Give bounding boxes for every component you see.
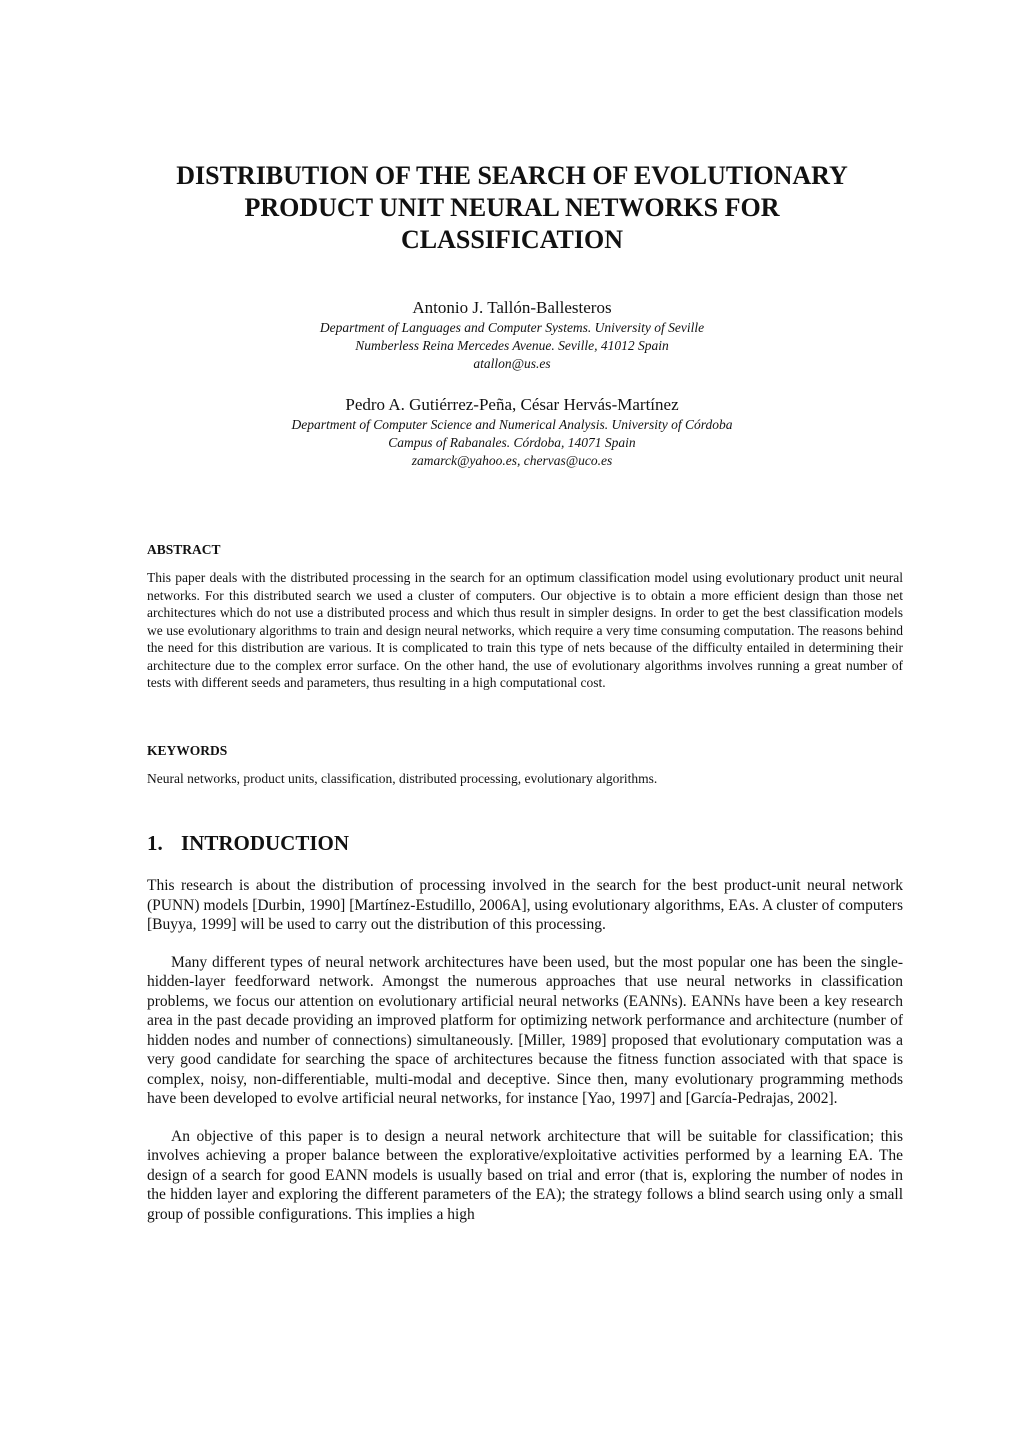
- introduction-heading: [147, 830, 349, 856]
- introduction-body: [147, 876, 903, 1242]
- paragraph: An objective of this paper is to design a neural network architecture that will be suitable for classification; this involves achieving a proper balance between the explorative/exploitative activities performed by a learning EA. The design of a search for good EANN models is usually based on trial and error (that is, exploring the number of nodes in the hidden layer and exploring the different parameters of the EA); the strategy follows a blind search using only a small group of possible configurations. This implies a high: [147, 1127, 903, 1223]
- author-name: Antonio J. Tallón-Ballesteros: [412, 298, 612, 317]
- author-affiliation: Department of Languages and Computer Systems. University of Seville: [319, 320, 705, 335]
- author-address: Numberless Reina Mercedes Avenue. Seville, 41012 Spain: [355, 338, 669, 353]
- paragraph: Many different types of neural network architectures have been used, but the most popular one has been the single-hidden-layer feedforward network. Amongst the numerous approaches that use neural networks in classification problems, we focus our attention on evolutionary artificial neural networks (EANNs). EANNs have been a key research area in the past decade providing an improved platform for optimizing network performance and architecture (number of hidden nodes and number of connections) simultaneously. [Miller, 1989] proposed that evolutionary computation was a very good candidate for searching the space of architectures because the fitness function associated with that space is complex, noisy, non-differentiable, multi-modal and deceptive. Since then, many evolutionary programming methods have been developed to evolve artificial neural networks, for instance [Yao, 1997] and [García-Pedrajas, 2002].: [147, 953, 903, 1107]
- abstract-text: This paper deals with the distributed processing in the search for an optimum classification model using evolutionary product unit neural networks. For this distributed search we used a cluster of computers. Our objective is to obtain a more efficient design than those net architectures which do not use a distributed process and which thus result in simpler designs. In order to get the best classification models we use evolutionary algorithms to train and design neural networks, which require a very time consuming computation. The reasons behind the need for this distribution are various. It is complicated to train this type of nets because of the difficulty entailed in determining their architecture due to the complex error surface. On the other hand, the use of evolutionary algorithms involves running a great number of tests with different seeds and parameters, thus resulting in a high computational cost.: [147, 570, 903, 690]
- keywords-text: Neural networks, product units, classification, distributed processing, evolutionary algorithms.: [147, 771, 658, 786]
- paragraph: This research is about the distribution of processing involved in the search for the best product-unit neural network (PUNN) models [Durbin, 1990] [Martínez-Estudillo, 2006A], using evolutionary algorithms, EAs. A cluster of computers [Buyya, 1999] will be used to carry out the distribution of this processing.: [147, 877, 903, 933]
- title-line-1: DISTRIBUTION OF THE SEARCH OF EVOLUTIONARY: [176, 161, 848, 190]
- section-title: INTRODUCTION: [181, 831, 350, 855]
- keywords-heading: KEYWORDS: [147, 743, 228, 758]
- author-block-2: [120, 394, 904, 470]
- author-email: zamarck@yahoo.es, chervas@uco.es: [411, 453, 613, 468]
- title-line-2: PRODUCT UNIT NEURAL NETWORKS FOR: [244, 193, 780, 222]
- abstract-heading: ABSTRACT: [147, 542, 221, 557]
- author-email: atallon@us.es: [473, 356, 551, 371]
- author-affiliation: Department of Computer Science and Numerical Analysis. University of Córdoba: [291, 417, 733, 432]
- section-number: 1.: [147, 831, 163, 855]
- paper-title: [120, 160, 904, 256]
- author-address: Campus of Rabanales. Córdoba, 14071 Spain: [388, 435, 636, 450]
- author-block-1: [120, 297, 904, 373]
- title-line-3: CLASSIFICATION: [400, 225, 623, 254]
- author-name: Pedro A. Gutiérrez-Peña, César Hervás-Martínez: [345, 395, 679, 414]
